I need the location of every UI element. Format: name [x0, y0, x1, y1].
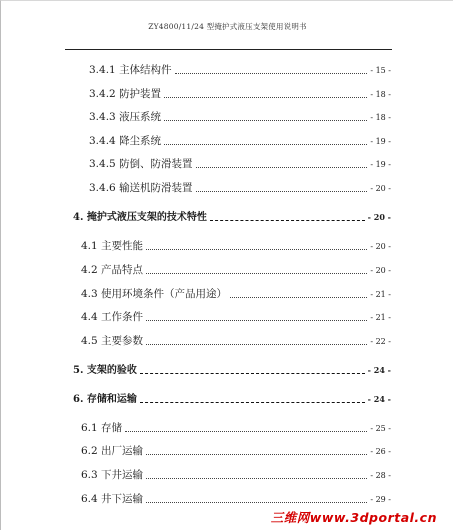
toc-entry[interactable]: [89, 85, 391, 101]
toc-entry-title: 主体结构件: [119, 64, 172, 76]
toc-entry-title: 掩护式液压支架的技术特性: [86, 212, 207, 223]
toc-entry-title: 防倒、防滑装置: [119, 158, 193, 170]
toc-entry[interactable]: [81, 332, 391, 348]
toc-entry[interactable]: [89, 155, 391, 171]
dot-leader: [230, 297, 367, 298]
toc-entry-title: 出厂运输: [101, 445, 144, 457]
toc-entry-number: 3.4.4: [89, 135, 120, 147]
toc-entry-title: 主要性能: [101, 240, 144, 252]
dot-leader: [140, 373, 365, 374]
toc-entry-title: 产品特点: [101, 264, 144, 276]
toc-entry-number: 3.4.3: [89, 111, 120, 123]
dot-leader: [146, 273, 367, 274]
toc-entry-title: 存储和运输: [86, 394, 137, 405]
toc-entry[interactable]: [81, 442, 391, 458]
toc-entry-page: - 19 -: [370, 160, 391, 169]
toc-entry[interactable]: [81, 261, 391, 277]
toc-entry[interactable]: [81, 419, 391, 435]
dot-leader: [175, 73, 368, 74]
dot-leader: [146, 454, 367, 455]
header-rule: [65, 49, 392, 50]
toc-entry[interactable]: [73, 390, 391, 406]
dot-leader: [210, 220, 365, 221]
toc-entry-number: 4.: [73, 212, 87, 223]
toc-entry-page: - 18 -: [370, 90, 391, 99]
toc-entry-page: - 24 -: [367, 394, 391, 404]
toc-entry-page: - 21 -: [370, 313, 391, 322]
toc-entry-title: 液压系统: [119, 111, 162, 123]
toc-entry[interactable]: [81, 308, 391, 324]
toc-entry-page: - 22 -: [370, 337, 391, 346]
toc-entry-number: 3.4.2: [89, 88, 120, 100]
dot-leader: [146, 320, 367, 321]
toc-entry-page: - 20 -: [370, 184, 391, 193]
toc-entry-title: 井下运输: [101, 493, 144, 505]
toc-entry-number: 6.: [73, 394, 87, 405]
toc-entry[interactable]: [81, 490, 391, 506]
dot-leader: [140, 402, 365, 403]
dot-leader: [164, 97, 367, 98]
dot-leader: [146, 249, 367, 250]
toc-entry-title: 使用环境条件（产品用途）: [101, 288, 228, 300]
dot-leader: [146, 478, 367, 479]
toc-entry-page: - 29 -: [370, 495, 391, 504]
toc-entry-title: 输送机防滑装置: [119, 182, 193, 194]
toc-entry-number: 4.4: [81, 311, 102, 323]
toc-entry[interactable]: [73, 361, 391, 377]
dot-leader: [146, 344, 367, 345]
toc-entry-title: 下井运输: [101, 469, 144, 481]
toc-entry[interactable]: [81, 466, 391, 482]
dot-leader: [164, 144, 367, 145]
toc-entry-number: 5.: [73, 365, 87, 376]
running-header: ZY4800/11/24 型掩护式液压支架使用说明书: [148, 22, 307, 31]
toc-entry-page: - 19 -: [370, 137, 391, 146]
toc-entry[interactable]: [89, 108, 391, 124]
toc-entry-title: 支架的验收: [86, 365, 137, 376]
toc-entry[interactable]: [81, 237, 391, 253]
toc-entry-title: 降尘系统: [119, 135, 162, 147]
toc-entry-number: 4.1: [81, 240, 102, 252]
toc-entry-page: - 21 -: [370, 290, 391, 299]
toc-entry[interactable]: [89, 132, 391, 148]
toc-entry-number: 4.2: [81, 264, 102, 276]
toc-entry-page: - 20 -: [370, 266, 391, 275]
toc-entry-page: - 20 -: [367, 212, 391, 222]
toc-entry-number: 3.4.5: [89, 158, 120, 170]
toc-entry-page: - 25 -: [370, 424, 391, 433]
toc-entry[interactable]: [89, 61, 391, 77]
toc-entry-page: - 20 -: [370, 242, 391, 251]
toc-entry-page: - 18 -: [370, 113, 391, 122]
dot-leader: [196, 191, 368, 192]
dot-leader: [125, 431, 367, 432]
dot-leader: [196, 167, 368, 168]
toc-entry-title: 防护装置: [119, 88, 162, 100]
toc-entry-number: 4.5: [81, 335, 102, 347]
toc-entry-title: 存储: [101, 422, 123, 434]
toc-entry-number: 3.4.6: [89, 182, 120, 194]
site-watermark: 三维网www.3dportal.cn: [270, 510, 437, 525]
toc-entry-number: 6.3: [81, 469, 102, 481]
toc-entry-title: 工作条件: [101, 311, 144, 323]
toc-entry-title: 主要参数: [101, 335, 144, 347]
toc-entry-number: 6.4: [81, 493, 102, 505]
toc-entry-page: - 28 -: [370, 471, 391, 480]
toc-entry[interactable]: [89, 179, 391, 195]
toc-entry-page: - 24 -: [367, 365, 391, 375]
dot-leader: [146, 502, 367, 503]
toc-entry[interactable]: [73, 208, 391, 224]
toc-entry-number: 6.2: [81, 445, 102, 457]
toc-entry-number: 4.3: [81, 288, 102, 300]
toc-entry-page: - 15 -: [370, 66, 391, 75]
toc-entry-number: 3.4.1: [89, 64, 120, 76]
toc-entry[interactable]: [81, 285, 391, 301]
dot-leader: [164, 120, 367, 121]
toc-entry-page: - 26 -: [370, 447, 391, 456]
toc-entry-number: 6.1: [81, 422, 102, 434]
